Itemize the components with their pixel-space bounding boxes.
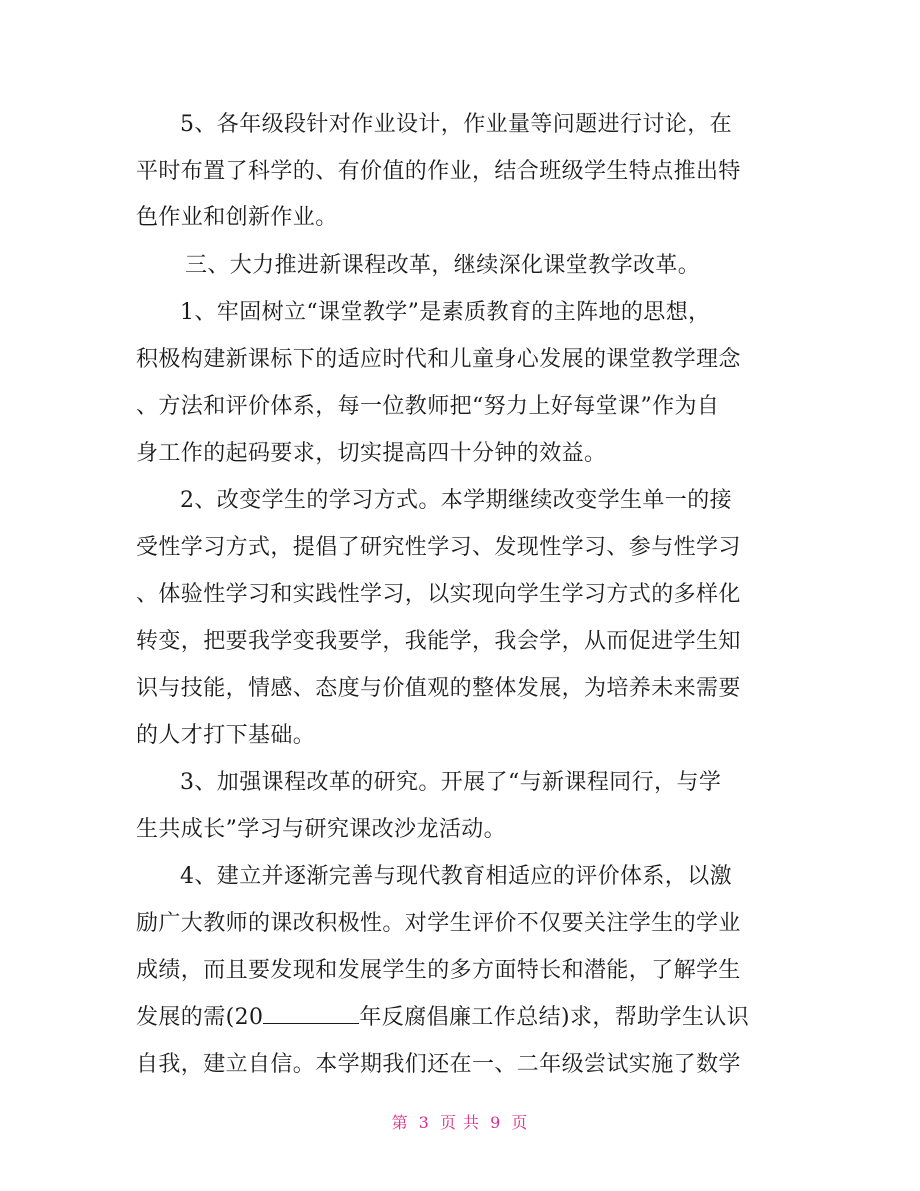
section-3-heading: 三、大力推进新课程改革，继续深化课堂教学改革。 [185, 253, 701, 278]
item-3-line-1: 3、加强课程改革的研究。开展了“与新课程同行，与学 [180, 770, 722, 795]
item-4-line-3: 成绩，而且要发现和发展学生的多方面特长和潜能，了解学生 [136, 958, 741, 983]
item-2-line-5: 识与技能，情感、态度与价值观的整体发展，为培养未来需要 [136, 676, 741, 701]
item-4-line-4 [136, 1003, 786, 1033]
item-4-line-4-suffix: 年反腐倡廉工作总结)求，帮助学生认识 [359, 1005, 750, 1030]
paragraph-5-line-1: 5、各年级段针对作业设计，作业量等问题进行讨论，在 [180, 112, 732, 137]
item-2-line-3: 、体验性学习和实践性学习，以实现向学生学习方式的多样化 [136, 582, 741, 607]
footer-middle: 页 共 [439, 1113, 481, 1132]
footer-prefix: 第 [391, 1113, 409, 1132]
item-1-line-4: 身工作的起码要求，切实提高四十分钟的效益。 [136, 441, 607, 466]
page-footer [0, 1112, 920, 1134]
item-2-line-4: 转变，把要我学变我要学，我能学，我会学，从而促进学生知 [136, 629, 741, 654]
paragraph-5-line-3: 色作业和创新作业。 [136, 205, 338, 230]
item-1-line-1: 1、牢固树立“课堂教学”是素质教育的主阵地的思想， [180, 300, 711, 325]
footer-suffix: 页 [511, 1113, 529, 1132]
item-4-line-2: 励广大教师的课改积极性。对学生评价不仅要关注学生的学业 [136, 911, 741, 936]
paragraph-5-line-2: 平时布置了科学的、有价值的作业，结合班级学生特点推出特 [136, 159, 741, 184]
item-1-line-3: 、方法和评价体系，每一位教师把“努力上好每堂课”作为自 [136, 394, 720, 419]
item-2-line-6: 的人才打下基础。 [136, 723, 316, 748]
fill-in-blank [263, 1003, 359, 1024]
item-2-line-1: 2、改变学生的学习方式。本学期继续改变学生单一的接 [180, 488, 732, 513]
footer-page-number: 3 [418, 1113, 430, 1132]
item-2-line-2: 受性学习方式，提倡了研究性学习、发现性学习、参与性学习 [136, 535, 741, 560]
item-4-line-1: 4、建立并逐渐完善与现代教育相适应的评价体系，以激 [180, 864, 732, 889]
footer-total-pages: 9 [490, 1113, 502, 1132]
item-4-line-5: 自我，建立自信。本学期我们还在一、二年级尝试实施了数学 [136, 1052, 741, 1077]
item-1-line-2: 积极构建新课标下的适应时代和儿童身心发展的课堂教学理念 [136, 347, 741, 372]
item-3-line-2: 生共成长”学习与研究课改沙龙活动。 [136, 817, 507, 842]
item-4-line-4-prefix: 发展的需(20 [136, 1005, 264, 1030]
